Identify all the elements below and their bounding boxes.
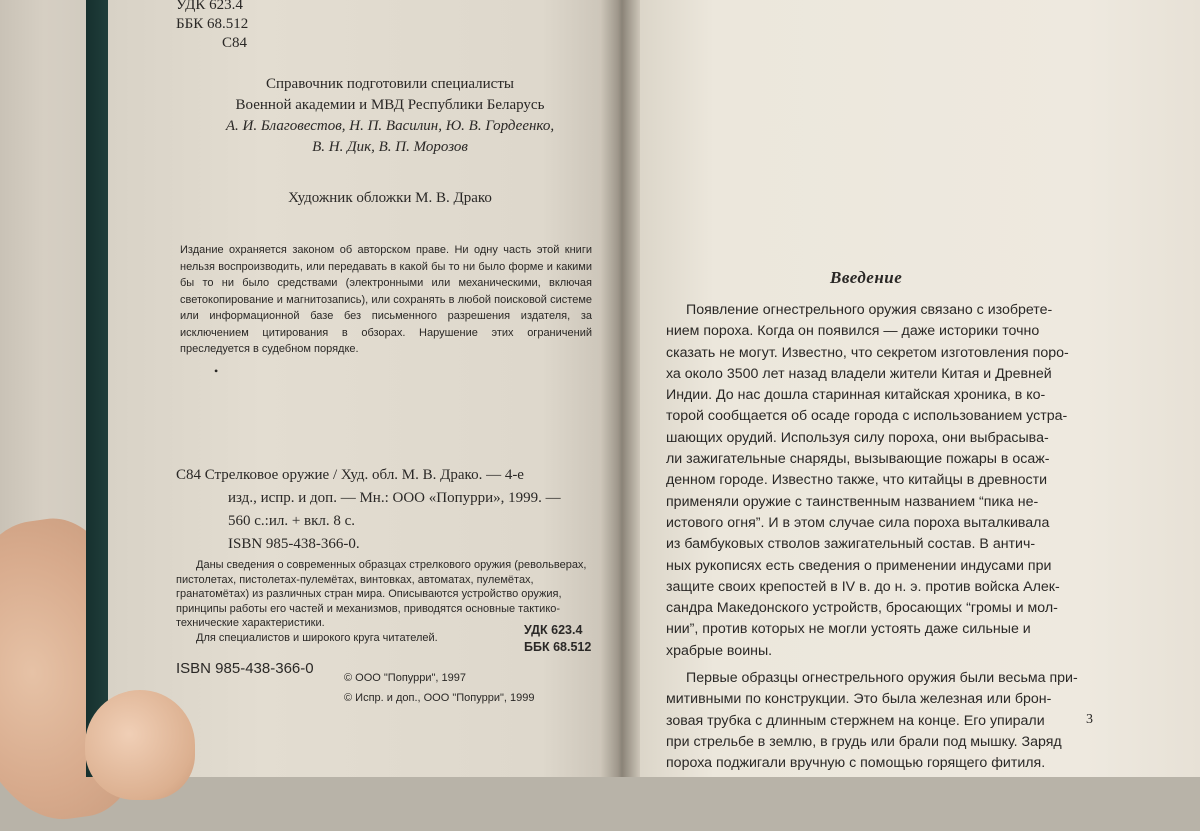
body-line: ха около 3500 лет назад владели жители Китая и Древней	[666, 365, 1052, 382]
body-line: пороха поджигали вручную с помощью горящего фитиля.	[666, 755, 1046, 772]
body-line: истового огня”. И в этом случае сила пороха выталкивала	[666, 514, 1050, 531]
body-line: Индии. До нас дошла старинная китайская хроника, в ко-	[666, 387, 1046, 404]
body-line: храбрые воины.	[666, 642, 773, 659]
copyright-lines	[344, 668, 534, 708]
thumb	[85, 690, 195, 800]
body-line: ли зажигательные снаряды, вызывающие пожары в осаж-	[666, 451, 1050, 468]
chapter-body	[666, 300, 1092, 775]
cover-artist: Художник обложки М. В. Драко	[288, 190, 492, 206]
copyright-line: © Испр. и доп., ООО "Попурри", 1999	[344, 692, 535, 704]
top-classification	[176, 0, 248, 53]
isbn: ISBN 985-438-366-0	[176, 660, 314, 677]
book-gutter	[600, 0, 640, 777]
body-line: нии”, против которых не могли устоять даже сильные и	[666, 621, 1031, 638]
body-line: применяли оружие с таинственным названием “пика не-	[666, 493, 1039, 510]
bibliographic-record	[176, 464, 596, 556]
body-line: ных рукописях есть сведения о применении индусами при	[666, 557, 1052, 574]
ink-mark: •	[214, 364, 219, 378]
body-line: зовая трубка с длинным стержнем на конце. Его упирали	[666, 712, 1045, 729]
chapter-heading: Введение	[830, 268, 903, 287]
bottom-classification	[524, 622, 591, 656]
body-line: сказать не могут. Известно, что секретом изготовления поро-	[666, 344, 1069, 361]
annotation-text: Даны сведения о современных образцах стрелкового оружия (револьверах, пистолетах, пистолетах-пулемётах, винтовках, автоматах, пулемётах, гранатомётах) из различных стран мира. Описываются устройство оружия, принципы работы его частей и механизмов, приводятся основные тактико-технические характеристики.	[176, 559, 587, 629]
bib-line: 560 с.:ил. + вкл. 8 с.	[228, 513, 356, 529]
bib-line: изд., испр. и доп. — Мн.: ООО «Попурри», 1999. —	[228, 490, 561, 506]
body-line: сандра Македонского устройств, бросающих “громы и мол-	[666, 600, 1058, 617]
bib-line: ISBN 985-438-366-0.	[228, 536, 360, 552]
credits-authors: В. Н. Дик, В. П. Морозов	[312, 139, 468, 155]
page-number: 3	[1086, 712, 1093, 727]
body-line: Появление огнестрельного оружия связано с изобрете-	[686, 302, 1053, 318]
body-line: нием пороха. Когда он появился — даже историки точно	[666, 323, 1040, 340]
copyright-line: © ООО "Попурри", 1997	[344, 672, 467, 684]
body-line: денном городе. Известно также, что китайцы в древности	[666, 472, 1048, 489]
body-line: торой сообщается об осаде города с использованием устра-	[666, 408, 1068, 425]
code-top: С84	[222, 35, 248, 51]
body-line: митивными по конструкции. Это была железная или брон-	[666, 691, 1052, 708]
body-line: из бамбуковых стволов зажигательный состав. В антич-	[666, 536, 1036, 553]
bib-line: С84 Стрелковое оружие / Худ. обл. М. В. Драко. — 4-е	[176, 467, 524, 483]
credits-authors: А. И. Благовестов, Н. П. Василин, Ю. В. Гордеенко,	[225, 118, 555, 134]
bbk-bottom: ББК 68.512	[524, 640, 592, 654]
credits-line: Военной академии и МВД Республики Беларусь	[235, 97, 545, 113]
udk-bottom: УДК 623.4	[524, 623, 583, 637]
copyright-notice: Издание охраняется законом об авторском праве. Ни одну часть этой книги нельзя воспроизводить, или передавать в какой бы то ни было форме и какими бы то ни было средствами (электронными или механическими, включая светокопирование и магнитозапись), или сохранять в любой поисковой системе или информационной базе без письменного разрешения издателя, за исключением цитирования в обзорах. Нарушение этих ограничений преследуется в судебном порядке.	[180, 244, 592, 355]
udk-top: УДК 623.4	[176, 0, 243, 13]
body-line: Первые образцы огнестрельного оружия были весьма при-	[686, 670, 1078, 687]
body-line: при стрельбе в землю, в грудь или брали под мышку. Заряд	[666, 733, 1062, 750]
credits-line: Справочник подготовили специалисты	[266, 76, 514, 92]
audience-text: Для специалистов и широкого круга читателей.	[196, 631, 438, 644]
body-line: защите своих крепостей в IV в. до н. э. против войска Алек-	[666, 578, 1060, 595]
credits-block	[180, 74, 600, 158]
bbk-top: ББК 68.512	[176, 16, 249, 32]
body-line: шающих орудий. Используя силу пороха, они выбрасыва-	[666, 429, 1049, 446]
